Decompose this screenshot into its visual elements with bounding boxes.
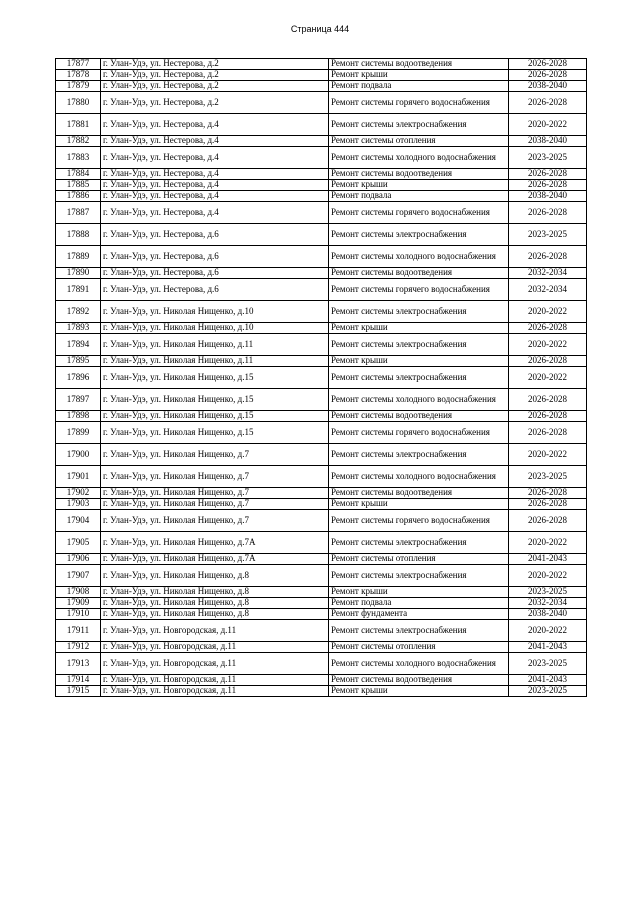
row-address: г. Улан-Удэ, ул. Нестерова, д.6 [101, 268, 329, 279]
row-address: г. Улан-Удэ, ул. Новгородская, д.11 [101, 686, 329, 697]
row-period: 2020-2022 [509, 301, 587, 323]
row-number: 17897 [56, 389, 101, 411]
table-row [56, 466, 587, 488]
row-address: г. Улан-Удэ, ул. Николая Нищенко, д.11 [101, 334, 329, 356]
table-row [56, 59, 587, 70]
row-work-type: Ремонт крыши [329, 356, 509, 367]
row-address: г. Улан-Удэ, ул. Николая Нищенко, д.7 [101, 466, 329, 488]
row-number: 17903 [56, 499, 101, 510]
table-row [56, 653, 587, 675]
row-number: 17906 [56, 554, 101, 565]
table-row [56, 499, 587, 510]
row-period: 2020-2022 [509, 620, 587, 642]
row-period: 2020-2022 [509, 444, 587, 466]
row-number: 17908 [56, 587, 101, 598]
row-work-type: Ремонт системы электроснабжения [329, 565, 509, 587]
table-row [56, 169, 587, 180]
row-work-type: Ремонт подвала [329, 598, 509, 609]
row-number: 17904 [56, 510, 101, 532]
row-period: 2041-2043 [509, 554, 587, 565]
row-address: г. Улан-Удэ, ул. Нестерова, д.6 [101, 279, 329, 301]
row-address: г. Улан-Удэ, ул. Нестерова, д.2 [101, 81, 329, 92]
page-header: Страница 444 [290, 24, 350, 34]
row-number: 17885 [56, 180, 101, 191]
row-number: 17895 [56, 356, 101, 367]
table-row [56, 422, 587, 444]
row-period: 2020-2022 [509, 367, 587, 389]
table-row [56, 279, 587, 301]
table-row [56, 323, 587, 334]
row-number: 17913 [56, 653, 101, 675]
row-work-type: Ремонт системы отопления [329, 554, 509, 565]
row-work-type: Ремонт системы горячего водоснабжения [329, 279, 509, 301]
row-address: г. Улан-Удэ, ул. Новгородская, д.11 [101, 675, 329, 686]
row-address: г. Улан-Удэ, ул. Николая Нищенко, д.15 [101, 411, 329, 422]
row-number: 17912 [56, 642, 101, 653]
row-work-type: Ремонт системы водоотведения [329, 488, 509, 499]
table-row [56, 70, 587, 81]
row-work-type: Ремонт системы отопления [329, 136, 509, 147]
row-number: 17901 [56, 466, 101, 488]
row-work-type: Ремонт системы электроснабжения [329, 620, 509, 642]
row-period: 2026-2028 [509, 499, 587, 510]
row-period: 2032-2034 [509, 268, 587, 279]
row-address: г. Улан-Удэ, ул. Новгородская, д.11 [101, 620, 329, 642]
row-period: 2020-2022 [509, 114, 587, 136]
row-period: 2026-2028 [509, 169, 587, 180]
row-number: 17896 [56, 367, 101, 389]
table-row [56, 180, 587, 191]
row-period: 2026-2028 [509, 92, 587, 114]
table-row [56, 136, 587, 147]
row-address: г. Улан-Удэ, ул. Нестерова, д.4 [101, 169, 329, 180]
row-period: 2038-2040 [509, 609, 587, 620]
row-address: г. Улан-Удэ, ул. Николая Нищенко, д.7 [101, 510, 329, 532]
row-work-type: Ремонт системы электроснабжения [329, 367, 509, 389]
row-address: г. Улан-Удэ, ул. Нестерова, д.4 [101, 114, 329, 136]
row-address: г. Улан-Удэ, ул. Николая Нищенко, д.15 [101, 367, 329, 389]
row-period: 2041-2043 [509, 642, 587, 653]
table-row [56, 389, 587, 411]
row-work-type: Ремонт системы холодного водоснабжения [329, 653, 509, 675]
table-row [56, 620, 587, 642]
row-address: г. Улан-Удэ, ул. Николая Нищенко, д.10 [101, 323, 329, 334]
row-address: г. Улан-Удэ, ул. Николая Нищенко, д.8 [101, 587, 329, 598]
row-address: г. Улан-Удэ, ул. Николая Нищенко, д.7А [101, 554, 329, 565]
row-address: г. Улан-Удэ, ул. Николая Нищенко, д.15 [101, 389, 329, 411]
table-row [56, 598, 587, 609]
row-work-type: Ремонт крыши [329, 70, 509, 81]
row-period: 2026-2028 [509, 59, 587, 70]
row-work-type: Ремонт подвала [329, 81, 509, 92]
row-number: 17915 [56, 686, 101, 697]
row-period: 2032-2034 [509, 598, 587, 609]
row-address: г. Улан-Удэ, ул. Николая Нищенко, д.7А [101, 532, 329, 554]
row-work-type: Ремонт системы холодного водоснабжения [329, 389, 509, 411]
table-row [56, 268, 587, 279]
row-work-type: Ремонт системы водоотведения [329, 169, 509, 180]
row-period: 2023-2025 [509, 466, 587, 488]
row-address: г. Улан-Удэ, ул. Николая Нищенко, д.10 [101, 301, 329, 323]
row-work-type: Ремонт системы водоотведения [329, 59, 509, 70]
row-number: 17881 [56, 114, 101, 136]
row-number: 17880 [56, 92, 101, 114]
row-work-type: Ремонт системы отопления [329, 642, 509, 653]
row-work-type: Ремонт системы горячего водоснабжения [329, 510, 509, 532]
table-row [56, 686, 587, 697]
row-period: 2026-2028 [509, 180, 587, 191]
row-number: 17883 [56, 147, 101, 169]
row-period: 2020-2022 [509, 565, 587, 587]
row-number: 17902 [56, 488, 101, 499]
row-number: 17905 [56, 532, 101, 554]
table-row [56, 554, 587, 565]
table-row [56, 609, 587, 620]
row-period: 2041-2043 [509, 675, 587, 686]
row-work-type: Ремонт системы горячего водоснабжения [329, 202, 509, 224]
row-work-type: Ремонт системы водоотведения [329, 411, 509, 422]
table-row [56, 301, 587, 323]
row-work-type: Ремонт подвала [329, 191, 509, 202]
row-number: 17879 [56, 81, 101, 92]
row-period: 2026-2028 [509, 488, 587, 499]
table-row [56, 532, 587, 554]
row-number: 17882 [56, 136, 101, 147]
row-period: 2026-2028 [509, 389, 587, 411]
row-number: 17894 [56, 334, 101, 356]
table-body [56, 59, 587, 697]
table-row [56, 587, 587, 598]
row-address: г. Улан-Удэ, ул. Николая Нищенко, д.8 [101, 609, 329, 620]
table-row [56, 191, 587, 202]
row-period: 2026-2028 [509, 510, 587, 532]
row-address: г. Улан-Удэ, ул. Николая Нищенко, д.15 [101, 422, 329, 444]
row-address: г. Улан-Удэ, ул. Нестерова, д.6 [101, 246, 329, 268]
row-work-type: Ремонт системы водоотведения [329, 268, 509, 279]
table-row [56, 202, 587, 224]
row-number: 17914 [56, 675, 101, 686]
row-address: г. Улан-Удэ, ул. Нестерова, д.4 [101, 180, 329, 191]
row-number: 17900 [56, 444, 101, 466]
table-row [56, 81, 587, 92]
row-address: г. Улан-Удэ, ул. Нестерова, д.2 [101, 70, 329, 81]
row-period: 2038-2040 [509, 136, 587, 147]
table-row [56, 246, 587, 268]
row-address: г. Улан-Удэ, ул. Нестерова, д.2 [101, 59, 329, 70]
table-row [56, 488, 587, 499]
table-row [56, 356, 587, 367]
repair-schedule-table [55, 58, 587, 697]
row-address: г. Улан-Удэ, ул. Нестерова, д.4 [101, 147, 329, 169]
row-work-type: Ремонт крыши [329, 686, 509, 697]
row-address: г. Улан-Удэ, ул. Новгородская, д.11 [101, 653, 329, 675]
table-row [56, 510, 587, 532]
row-period: 2020-2022 [509, 334, 587, 356]
row-number: 17887 [56, 202, 101, 224]
row-number: 17886 [56, 191, 101, 202]
row-number: 17907 [56, 565, 101, 587]
row-address: г. Улан-Удэ, ул. Нестерова, д.6 [101, 224, 329, 246]
row-period: 2026-2028 [509, 422, 587, 444]
row-address: г. Улан-Удэ, ул. Николая Нищенко, д.11 [101, 356, 329, 367]
row-period: 2026-2028 [509, 323, 587, 334]
row-address: г. Улан-Удэ, ул. Николая Нищенко, д.7 [101, 499, 329, 510]
row-number: 17892 [56, 301, 101, 323]
row-period: 2026-2028 [509, 411, 587, 422]
row-address: г. Улан-Удэ, ул. Николая Нищенко, д.8 [101, 598, 329, 609]
row-period: 2026-2028 [509, 356, 587, 367]
row-period: 2023-2025 [509, 587, 587, 598]
row-period: 2032-2034 [509, 279, 587, 301]
table-row [56, 642, 587, 653]
row-work-type: Ремонт системы водоотведения [329, 675, 509, 686]
row-work-type: Ремонт системы электроснабжения [329, 224, 509, 246]
row-period: 2038-2040 [509, 191, 587, 202]
row-number: 17909 [56, 598, 101, 609]
row-address: г. Улан-Удэ, ул. Нестерова, д.4 [101, 191, 329, 202]
row-address: г. Улан-Удэ, ул. Нестерова, д.4 [101, 202, 329, 224]
row-number: 17878 [56, 70, 101, 81]
row-address: г. Улан-Удэ, ул. Нестерова, д.4 [101, 136, 329, 147]
row-work-type: Ремонт системы электроснабжения [329, 301, 509, 323]
row-work-type: Ремонт системы горячего водоснабжения [329, 92, 509, 114]
row-period: 2023-2025 [509, 224, 587, 246]
row-work-type: Ремонт системы электроснабжения [329, 114, 509, 136]
row-period: 2020-2022 [509, 532, 587, 554]
row-work-type: Ремонт крыши [329, 587, 509, 598]
row-address: г. Улан-Удэ, ул. Николая Нищенко, д.7 [101, 488, 329, 499]
row-number: 17891 [56, 279, 101, 301]
row-number: 17893 [56, 323, 101, 334]
table-row [56, 114, 587, 136]
row-work-type: Ремонт системы электроснабжения [329, 444, 509, 466]
row-work-type: Ремонт системы электроснабжения [329, 532, 509, 554]
row-address: г. Улан-Удэ, ул. Новгородская, д.11 [101, 642, 329, 653]
table-row [56, 675, 587, 686]
row-number: 17910 [56, 609, 101, 620]
table-row [56, 147, 587, 169]
row-work-type: Ремонт крыши [329, 323, 509, 334]
row-number: 17898 [56, 411, 101, 422]
row-number: 17911 [56, 620, 101, 642]
table-row [56, 334, 587, 356]
row-number: 17884 [56, 169, 101, 180]
row-work-type: Ремонт крыши [329, 499, 509, 510]
row-period: 2023-2025 [509, 147, 587, 169]
row-address: г. Улан-Удэ, ул. Николая Нищенко, д.8 [101, 565, 329, 587]
row-period: 2038-2040 [509, 81, 587, 92]
row-period: 2026-2028 [509, 70, 587, 81]
row-work-type: Ремонт системы горячего водоснабжения [329, 422, 509, 444]
table-row [56, 224, 587, 246]
row-work-type: Ремонт системы электроснабжения [329, 334, 509, 356]
row-period: 2026-2028 [509, 202, 587, 224]
row-number: 17889 [56, 246, 101, 268]
row-work-type: Ремонт фундамента [329, 609, 509, 620]
row-period: 2023-2025 [509, 653, 587, 675]
row-address: г. Улан-Удэ, ул. Нестерова, д.2 [101, 92, 329, 114]
table-row [56, 367, 587, 389]
row-period: 2023-2025 [509, 686, 587, 697]
table-row [56, 565, 587, 587]
row-work-type: Ремонт системы холодного водоснабжения [329, 466, 509, 488]
row-work-type: Ремонт системы холодного водоснабжения [329, 246, 509, 268]
table-row [56, 411, 587, 422]
row-number: 17877 [56, 59, 101, 70]
table-row [56, 444, 587, 466]
row-number: 17890 [56, 268, 101, 279]
row-number: 17899 [56, 422, 101, 444]
table-row [56, 92, 587, 114]
row-work-type: Ремонт крыши [329, 180, 509, 191]
row-period: 2026-2028 [509, 246, 587, 268]
row-address: г. Улан-Удэ, ул. Николая Нищенко, д.7 [101, 444, 329, 466]
row-number: 17888 [56, 224, 101, 246]
row-work-type: Ремонт системы холодного водоснабжения [329, 147, 509, 169]
